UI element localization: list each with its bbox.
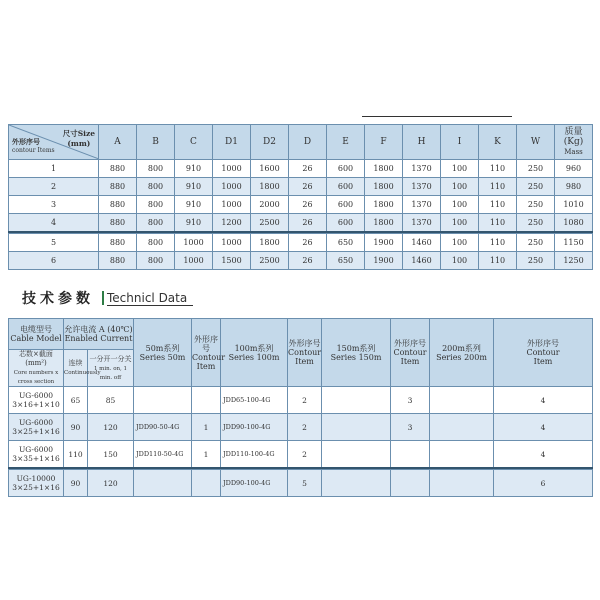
value-cell: 880: [99, 214, 137, 233]
value-cell: 100: [441, 160, 479, 178]
contour-cell: 4: [494, 441, 593, 469]
contour-cell: [391, 470, 430, 497]
value-cell: 110: [479, 214, 517, 233]
value-cell: 650: [327, 252, 365, 270]
value-cell: 100: [441, 252, 479, 270]
cable-model: UG-6000: [18, 445, 54, 454]
contour-cell: [192, 387, 221, 414]
dimensions-body: [9, 160, 593, 270]
value-cell: 100: [441, 196, 479, 214]
value-cell: 1370: [403, 196, 441, 214]
technical-data-body: [9, 387, 593, 497]
series-model-cell: [134, 387, 192, 414]
value-cell: 910: [175, 160, 213, 178]
cable-spec: 3×16+1×10: [12, 400, 60, 409]
col-header: I: [441, 125, 479, 160]
cable-model: UG-6000: [18, 391, 54, 400]
dimensions-header-row: [9, 125, 593, 160]
current-cell: 85: [88, 387, 134, 414]
value-cell: 1250: [555, 252, 593, 270]
contour-header: 外形序号 Contour Item: [288, 319, 322, 387]
value-cell: 880: [99, 252, 137, 270]
col-header: E: [327, 125, 365, 160]
contour-header-label: 外形序号 contour Items: [12, 137, 55, 154]
value-cell: 1200: [213, 214, 251, 233]
contour-cell: 6: [494, 470, 593, 497]
value-cell: 960: [555, 160, 593, 178]
value-cell: 2500: [251, 214, 289, 233]
table-row: [9, 387, 593, 414]
value-cell: 26: [289, 252, 327, 270]
current-cell: 90: [64, 470, 88, 497]
current-cell: 150: [88, 441, 134, 469]
cable-spec: 3×25+1×16: [12, 427, 60, 436]
value-cell: 26: [289, 234, 327, 252]
value-cell: 910: [175, 214, 213, 233]
value-cell: 250: [517, 252, 555, 270]
contour-cell: 2: [288, 441, 322, 469]
series-model-cell: [430, 470, 494, 497]
current-cell: 110: [64, 441, 88, 469]
value-cell: 2000: [251, 196, 289, 214]
value-cell: 1000: [175, 234, 213, 252]
value-cell: 800: [137, 214, 175, 233]
value-cell: 880: [99, 196, 137, 214]
value-cell: 250: [517, 178, 555, 196]
value-cell: 880: [99, 234, 137, 252]
series-model-cell: JDD110-100-4G: [221, 441, 288, 469]
current-cell: 90: [64, 414, 88, 441]
series-model-cell: JDD90-50-4G: [134, 414, 192, 441]
contour-cell: [391, 441, 430, 469]
value-cell: 800: [137, 196, 175, 214]
cable-model-cell: [9, 414, 64, 441]
series-200-header: 200m系列 Series 200m: [430, 319, 494, 387]
value-cell: 1800: [365, 178, 403, 196]
value-cell: 1000: [175, 252, 213, 270]
value-cell: 1800: [251, 234, 289, 252]
value-cell: 1600: [251, 160, 289, 178]
series-model-cell: [134, 470, 192, 497]
value-cell: 800: [137, 252, 175, 270]
contour-cell: 3: [391, 387, 430, 414]
dimensions-table: [8, 124, 593, 270]
col-header: H: [403, 125, 441, 160]
value-cell: 600: [327, 160, 365, 178]
cable-spec: 3×35+1×16: [12, 454, 60, 463]
cable-spec: 3×25+1×16: [12, 483, 60, 492]
table-row: [9, 470, 593, 497]
value-cell: 1460: [403, 234, 441, 252]
value-cell: 600: [327, 196, 365, 214]
col-header: D1: [213, 125, 251, 160]
value-cell: 26: [289, 214, 327, 233]
table-row: [9, 441, 593, 469]
contour-header: 外形序号 Contour Item: [192, 319, 221, 387]
value-cell: 1800: [365, 160, 403, 178]
mass-col-header: 质量(Kg) Mass: [555, 125, 593, 160]
series-model-cell: JDD110-50-4G: [134, 441, 192, 469]
contour-header: 外形序号 Contour Item: [494, 319, 593, 387]
value-cell: 1150: [555, 234, 593, 252]
section-title-cn: 技术参数: [22, 291, 94, 307]
table-row: [9, 178, 593, 196]
section-title-en: Technicl Data: [107, 291, 193, 306]
contour-cell: 3: [391, 414, 430, 441]
value-cell: 100: [441, 234, 479, 252]
table-row: [9, 160, 593, 178]
value-cell: 250: [517, 160, 555, 178]
series-model-cell: [430, 387, 494, 414]
series-model-cell: [430, 414, 494, 441]
contour-item-cell: 5: [9, 234, 99, 252]
col-header: W: [517, 125, 555, 160]
contour-item-cell: 3: [9, 196, 99, 214]
col-header: F: [365, 125, 403, 160]
contour-item-cell: 1: [9, 160, 99, 178]
cable-model: UG-10000: [16, 474, 56, 483]
series-150-header: 150m系列 Series 150m: [322, 319, 391, 387]
col-header: D2: [251, 125, 289, 160]
series-model-cell: [322, 441, 391, 469]
value-cell: 100: [441, 214, 479, 233]
size-header-label: 尺寸Size (mm): [62, 129, 95, 148]
current-cell: 120: [88, 470, 134, 497]
series-100-header: 100m系列 Series 100m: [221, 319, 288, 387]
current-cell: 65: [64, 387, 88, 414]
table-row: [9, 234, 593, 252]
section-title-bar: [102, 291, 104, 305]
series-model-cell: JDD65-100-4G: [221, 387, 288, 414]
value-cell: 1460: [403, 252, 441, 270]
col-header: B: [137, 125, 175, 160]
section-title: [22, 288, 193, 308]
cores-subheader: 芯数×截面(mm²) Core numbers x cross section: [9, 350, 64, 387]
value-cell: 1800: [251, 178, 289, 196]
corner-header-cell: [9, 125, 99, 160]
cable-model-cell: [9, 387, 64, 414]
technical-data-table: [8, 318, 593, 497]
contour-cell: 4: [494, 387, 593, 414]
value-cell: 1500: [213, 252, 251, 270]
series-model-cell: JDD90-100-4G: [221, 470, 288, 497]
value-cell: 1370: [403, 214, 441, 233]
contour-item-cell: 4: [9, 214, 99, 233]
contour-cell: 2: [288, 414, 322, 441]
value-cell: 1010: [555, 196, 593, 214]
value-cell: 1000: [213, 196, 251, 214]
cable-model-cell: [9, 441, 64, 469]
cable-model-cell: [9, 470, 64, 497]
table-row: [9, 196, 593, 214]
tech-header-row: [9, 319, 593, 350]
value-cell: 910: [175, 178, 213, 196]
contour-cell: 5: [288, 470, 322, 497]
value-cell: 110: [479, 160, 517, 178]
value-cell: 110: [479, 196, 517, 214]
series-model-cell: [322, 414, 391, 441]
contour-cell: 1: [192, 414, 221, 441]
contour-cell: 2: [288, 387, 322, 414]
value-cell: 100: [441, 178, 479, 196]
value-cell: 880: [99, 160, 137, 178]
value-cell: 1000: [213, 234, 251, 252]
cable-model: UG-6000: [18, 418, 54, 427]
table-row: [9, 214, 593, 233]
value-cell: 910: [175, 196, 213, 214]
contour-header: 外形序号 Contour Item: [391, 319, 430, 387]
contour-item-cell: 2: [9, 178, 99, 196]
table-row: [9, 414, 593, 441]
value-cell: 980: [555, 178, 593, 196]
value-cell: 26: [289, 178, 327, 196]
col-header: D: [289, 125, 327, 160]
value-cell: 2500: [251, 252, 289, 270]
current-cell: 120: [88, 414, 134, 441]
value-cell: 1900: [365, 252, 403, 270]
value-cell: 650: [327, 234, 365, 252]
value-cell: 250: [517, 234, 555, 252]
continuous-subheader: 连续 Continuously: [64, 350, 88, 387]
cable-model-header: 电缆型号 Cable Model: [9, 319, 64, 350]
value-cell: 1800: [365, 214, 403, 233]
series-model-cell: [322, 470, 391, 497]
col-header: A: [99, 125, 137, 160]
cycle-subheader: 一分开一分关 1 min. on, 1 min. off: [88, 350, 134, 387]
contour-cell: 1: [192, 441, 221, 469]
value-cell: 110: [479, 178, 517, 196]
value-cell: 1900: [365, 234, 403, 252]
value-cell: 1370: [403, 178, 441, 196]
value-cell: 250: [517, 214, 555, 233]
value-cell: 1000: [213, 160, 251, 178]
value-cell: 250: [517, 196, 555, 214]
value-cell: 26: [289, 196, 327, 214]
value-cell: 110: [479, 252, 517, 270]
value-cell: 800: [137, 160, 175, 178]
table-row: [9, 252, 593, 270]
series-model-cell: [322, 387, 391, 414]
value-cell: 600: [327, 214, 365, 233]
series-model-cell: [430, 441, 494, 469]
value-cell: 800: [137, 234, 175, 252]
contour-item-cell: 6: [9, 252, 99, 270]
current-header: 允许电流 A (40℃) Enabled Current: [64, 319, 134, 350]
value-cell: 110: [479, 234, 517, 252]
contour-cell: [192, 470, 221, 497]
value-cell: 600: [327, 178, 365, 196]
value-cell: 1370: [403, 160, 441, 178]
col-header: C: [175, 125, 213, 160]
value-cell: 26: [289, 160, 327, 178]
series-50-header: 50m系列 Series 50m: [134, 319, 192, 387]
contour-cell: 4: [494, 414, 593, 441]
header-rule: [362, 116, 512, 117]
value-cell: 1080: [555, 214, 593, 233]
value-cell: 1800: [365, 196, 403, 214]
series-model-cell: JDD90-100-4G: [221, 414, 288, 441]
value-cell: 1000: [213, 178, 251, 196]
value-cell: 800: [137, 178, 175, 196]
value-cell: 880: [99, 178, 137, 196]
col-header: K: [479, 125, 517, 160]
